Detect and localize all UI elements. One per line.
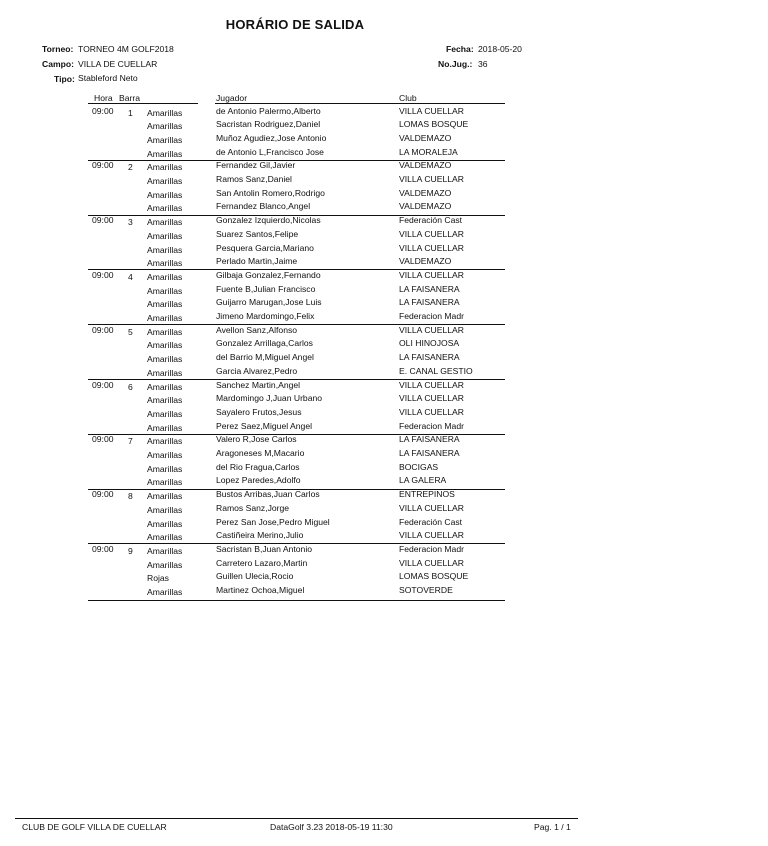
table-row	[0, 338, 768, 352]
club-cell: VILLA CUELLAR	[399, 269, 464, 280]
club-cell: VILLA CUELLAR	[399, 105, 464, 116]
jugador-cell: Garcia Alvarez,Pedro	[216, 365, 298, 376]
jugador-cell: Ramos Sanz,Jorge	[216, 502, 290, 513]
tee-cell: Amarillas	[147, 545, 183, 556]
club-cell: VALDEMAZO	[399, 160, 452, 171]
jugador-cell: del Barrio M,Miguel Angel	[216, 352, 314, 363]
tee-cell: Amarillas	[147, 162, 183, 173]
barra-cell: 7	[128, 436, 133, 447]
tee-cell: Amarillas	[147, 381, 183, 392]
club-cell: LA MORALEJA	[399, 146, 458, 157]
tee-cell: Amarillas	[147, 367, 183, 378]
torneo-label: Torneo:	[42, 44, 74, 54]
table-row	[0, 380, 768, 394]
jugador-cell: Martinez Ochoa,Miguel	[216, 585, 305, 595]
tee-cell: Amarillas	[147, 436, 183, 447]
jugador-cell: Perlado Martin,Jaime	[216, 256, 298, 267]
tee-cell: Amarillas	[147, 244, 183, 255]
table-row	[0, 421, 768, 435]
tee-cell: Amarillas	[147, 299, 183, 310]
campo-label: Campo:	[42, 59, 74, 69]
club-cell: VILLA CUELLAR	[399, 174, 464, 184]
club-cell: LA FAISANERA	[399, 352, 460, 363]
tee-cell: Amarillas	[147, 258, 183, 269]
hora-cell: 09:00	[92, 105, 114, 116]
table-row	[0, 325, 768, 339]
tee-cell: Amarillas	[147, 532, 183, 543]
table-row	[0, 558, 768, 572]
club-cell: Federacion Madr	[399, 420, 464, 431]
table-row	[0, 256, 768, 270]
table-row	[0, 119, 768, 133]
club-cell: VALDEMAZO	[399, 201, 452, 212]
club-cell: VILLA CUELLAR	[399, 379, 464, 390]
jugador-cell: Perez Saez,Miguel Angel	[216, 420, 313, 431]
club-cell: VILLA CUELLAR	[399, 406, 464, 417]
tee-cell: Amarillas	[147, 189, 183, 200]
jugador-cell: Lopez Paredes,Adolfo	[216, 475, 301, 486]
tee-cell: Amarillas	[147, 176, 183, 186]
hora-cell: 09:00	[92, 215, 114, 226]
jugador-cell: Fuente B,Julian Francisco	[216, 283, 316, 294]
tee-cell: Amarillas	[147, 121, 183, 132]
jugador-cell: Castiñeira Merino,Julio	[216, 530, 304, 541]
tee-cell: Amarillas	[147, 518, 183, 529]
table-row	[0, 352, 768, 366]
jugador-cell: Bustos Arribas,Juan Carlos	[216, 489, 320, 500]
table-row	[0, 215, 768, 229]
jugador-cell: Sacristan B,Juan Antonio	[216, 543, 313, 554]
tee-cell: Amarillas	[147, 271, 183, 282]
club-cell: LA FAISANERA	[399, 297, 460, 308]
table-row	[0, 517, 768, 531]
column-header-club: Club	[399, 93, 417, 103]
jugador-cell: Guillen Ulecia,Rocio	[216, 571, 294, 582]
barra-cell: 1	[128, 107, 133, 118]
jugador-cell: Perez San Jose,Pedro Miguel	[216, 516, 330, 527]
table-row	[0, 571, 768, 585]
tee-cell: Amarillas	[147, 148, 183, 159]
jugador-cell: Pesquera Garcia,Mariano	[216, 242, 314, 253]
tee-cell: Amarillas	[147, 217, 183, 228]
table-bottom-rule	[88, 600, 505, 601]
tee-cell: Amarillas	[147, 477, 183, 488]
jugador-cell: Jimeno Mardomingo,Felix	[216, 311, 315, 321]
hora-cell: 09:00	[92, 489, 114, 500]
header-underline-right	[215, 103, 505, 104]
tee-cell: Amarillas	[147, 491, 183, 502]
club-cell: SOTOVERDE	[399, 585, 453, 595]
table-row	[0, 147, 768, 161]
report-title: HORÁRIO DE SALIDA	[225, 17, 365, 32]
jugador-cell: de Antonio Palermo,Alberto	[216, 105, 321, 116]
club-cell: VILLA CUELLAR	[399, 242, 464, 253]
jugador-cell: Guijarro Marugan,Jose Luis	[216, 297, 322, 308]
tee-cell: Amarillas	[147, 313, 183, 323]
hora-cell: 09:00	[92, 324, 114, 335]
club-cell: VILLA CUELLAR	[399, 502, 464, 513]
table-row	[0, 311, 768, 325]
hora-cell: 09:00	[92, 434, 114, 445]
table-row	[0, 229, 768, 243]
table-row	[0, 503, 768, 517]
jugador-cell: Muñoz Agudiez,Jose Antonio	[216, 132, 327, 143]
header-underline-left	[88, 103, 198, 104]
table-row	[0, 188, 768, 202]
tee-cell: Amarillas	[147, 354, 183, 365]
jugador-cell: Gilbaja Gonzalez,Fernando	[216, 269, 321, 280]
table-row	[0, 475, 768, 489]
tee-cell: Amarillas	[147, 463, 183, 474]
nojug-value: 36	[478, 59, 488, 69]
tipo-label: Tipo:	[54, 74, 75, 84]
hora-cell: 09:00	[92, 379, 114, 390]
tee-cell: Amarillas	[147, 285, 183, 296]
table-row	[0, 448, 768, 462]
tee-cell: Amarillas	[147, 587, 183, 597]
jugador-cell: del Rio Fragua,Carlos	[216, 461, 300, 472]
table-row	[0, 133, 768, 147]
table-row	[0, 160, 768, 174]
tee-cell: Amarillas	[147, 395, 183, 406]
jugador-cell: Fernandez Gil,Javier	[216, 160, 296, 171]
club-cell: ENTREPINOS	[399, 489, 455, 500]
footer-rule	[15, 818, 578, 819]
barra-cell: 9	[128, 545, 133, 556]
barra-cell: 8	[128, 491, 133, 502]
tee-cell: Amarillas	[147, 408, 183, 419]
tipo-value: Stableford Neto	[78, 73, 138, 83]
jugador-cell: Carretero Lazaro,Martin	[216, 557, 308, 568]
table-row	[0, 297, 768, 311]
club-cell: VILLA CUELLAR	[399, 557, 464, 568]
tee-cell: Amarillas	[147, 230, 183, 241]
nojug-label: No.Jug.:	[438, 59, 473, 69]
jugador-cell: Sayalero Frutos,Jesus	[216, 406, 302, 417]
table-row	[0, 434, 768, 448]
club-cell: Federación Cast	[399, 215, 463, 226]
table-row	[0, 106, 768, 120]
footer-software: DataGolf 3.23 2018-05-19 11:30	[270, 822, 393, 832]
club-cell: VILLA CUELLAR	[399, 228, 464, 239]
table-row	[0, 201, 768, 215]
jugador-cell: Avellon Sanz,Alfonso	[216, 324, 298, 335]
table-row	[0, 284, 768, 298]
table-row	[0, 243, 768, 257]
club-cell: VALDEMAZO	[399, 256, 452, 267]
club-cell: VILLA CUELLAR	[399, 393, 464, 404]
hora-cell: 09:00	[92, 269, 114, 280]
club-cell: LA FAISANERA	[399, 434, 460, 445]
table-row	[0, 585, 768, 599]
table-row	[0, 270, 768, 284]
jugador-cell: Aragoneses M,Macario	[216, 448, 305, 458]
barra-cell: 6	[128, 381, 133, 392]
tee-cell: Amarillas	[147, 203, 183, 214]
table-row	[0, 489, 768, 503]
jugador-cell: Gonzalez Arrillaga,Carlos	[216, 338, 313, 349]
fecha-label: Fecha:	[446, 44, 474, 54]
jugador-cell: Ramos Sanz,Daniel	[216, 174, 292, 184]
jugador-cell: Sanchez Martin,Angel	[216, 379, 301, 390]
torneo-value: TORNEO 4M GOLF2018	[78, 44, 174, 54]
club-cell: LA FAISANERA	[399, 448, 460, 458]
club-cell: VALDEMAZO	[399, 132, 452, 143]
tee-cell: Amarillas	[147, 422, 183, 433]
club-cell: VILLA CUELLAR	[399, 324, 464, 335]
tee-cell: Amarillas	[147, 326, 183, 337]
campo-value: VILLA DE CUELLAR	[78, 59, 158, 69]
barra-cell: 5	[128, 326, 133, 337]
table-row	[0, 366, 768, 380]
club-cell: LOMAS BOSQUE	[399, 119, 469, 130]
table-row	[0, 174, 768, 188]
club-cell: Federación Cast	[399, 516, 463, 527]
jugador-cell: San Antolin Romero,Rodrigo	[216, 187, 325, 198]
club-cell: OLI HINOJOSA	[399, 338, 460, 349]
jugador-cell: Sacristan Rodriguez,Daniel	[216, 119, 321, 130]
column-header-barra: Barra	[119, 93, 141, 103]
club-cell: Federacion Madr	[399, 543, 464, 554]
column-header-hora: Hora	[94, 93, 113, 103]
footer-page-number: Pag. 1 / 1	[534, 822, 571, 832]
barra-cell: 2	[128, 162, 133, 173]
tee-cell: Amarillas	[147, 559, 183, 570]
tee-cell: Amarillas	[147, 340, 183, 351]
club-cell: Federacion Madr	[399, 311, 464, 321]
tee-cell: Amarillas	[147, 504, 183, 515]
barra-cell: 3	[128, 217, 133, 228]
table-row	[0, 530, 768, 544]
table-row	[0, 544, 768, 558]
hora-cell: 09:00	[92, 160, 114, 171]
barra-cell: 4	[128, 271, 133, 282]
column-header-jugador: Jugador	[216, 93, 248, 103]
club-cell: E. CANAL GESTIO	[399, 365, 473, 376]
table-row	[0, 407, 768, 421]
club-cell: VILLA CUELLAR	[399, 530, 464, 541]
jugador-cell: Suarez Santos,Felipe	[216, 228, 299, 239]
tee-cell: Amarillas	[147, 134, 183, 145]
tee-cell: Amarillas	[147, 450, 183, 460]
tee-cell: Rojas	[147, 573, 169, 584]
jugador-cell: Fernandez Blanco,Angel	[216, 201, 311, 212]
club-cell: VALDEMAZO	[399, 187, 452, 198]
club-cell: LA GALERA	[399, 475, 447, 486]
jugador-cell: Gonzalez Izquierdo,Nicolas	[216, 215, 321, 226]
table-row	[0, 393, 768, 407]
fecha-value: 2018-05-20	[478, 44, 522, 54]
club-cell: LA FAISANERA	[399, 283, 460, 294]
jugador-cell: Mardomingo J,Juan Urbano	[216, 393, 323, 404]
club-cell: LOMAS BOSQUE	[399, 571, 469, 582]
table-row	[0, 462, 768, 476]
footer-club-name: CLUB DE GOLF VILLA DE CUELLAR	[22, 822, 167, 832]
tee-cell: Amarillas	[147, 107, 183, 118]
jugador-cell: de Antonio L,Francisco Jose	[216, 146, 324, 157]
hora-cell: 09:00	[92, 543, 114, 554]
club-cell: BOCIGAS	[399, 461, 439, 472]
jugador-cell: Valero R,Jose Carlos	[216, 434, 297, 445]
